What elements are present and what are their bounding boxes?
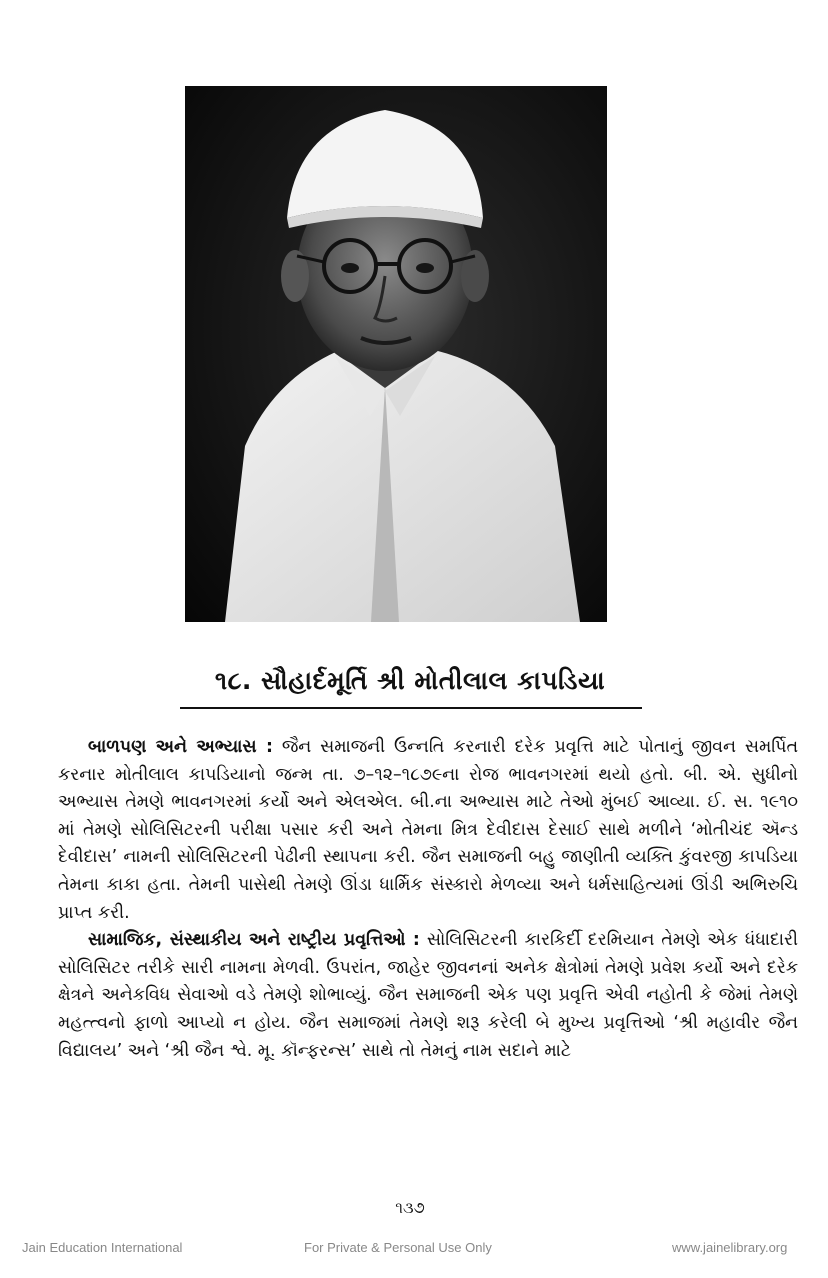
page-title: ૧૮. સૌહાર્દમૂર્તિ શ્રી મોતીલાલ કાપડિયા (214, 666, 606, 695)
title-underline (180, 707, 642, 709)
paragraph-text: સોલિસિટરની કારકિર્દી દરમિયાન તેમણે એક ધંધાદારી સોલિસિટર તરીકે સારી નામના મેળવી. ઉપરાંત, જાહેર જીવનનાં અનેક ક્ષેત્રોમાં તેમણે પ્રવેશ કર્યો અને દરેક ક્ષેત્રને અનેકવિધ સેવાઓ વડે તેમણે શોભાવ્યું. જૈન સમાજની એક પણ પ્રવૃત્તિ એવી નહોતી કે જેમાં તેમણે મહત્ત્વનો ફાળો આપ્યો ન હોય. જૈન સમાજમાં તેમણે શરૂ કરેલી બે મુખ્ય પ્રવૃત્તિઓ ‘શ્રી મહાવીર જૈન વિદ્યાલય’ અને ‘શ્રી જૈન શ્વે. મૂ. કૉન્ફરન્સ’ સાથે તો તેમનું નામ સદાને માટે (58, 930, 798, 1061)
footer-right: www.jainelibrary.org (672, 1240, 788, 1255)
paragraph-heading: સામાજિક, સંસ્થાકીય અને રાષ્ટ્રીય પ્રવૃત્તિઓ : (88, 930, 420, 951)
footer-left: Jain Education International (22, 1240, 183, 1255)
footer-middle: For Private & Personal Use Only (304, 1240, 492, 1255)
paragraph-activities (58, 927, 798, 1065)
portrait-photo (185, 86, 607, 622)
title-block (170, 664, 650, 698)
paragraph-childhood (58, 734, 798, 927)
paragraph-text: જૈન સમાજની ઉન્નતિ કરનારી દરેક પ્રવૃત્તિ માટે પોતાનું જીવન સમર્પિત કરનાર મોતીલાલ કાપડિયાનો જન્મ તા. ૭–૧૨–૧૮૭૯ના રોજ ભાવનગરમાં થયો હતો. બી. એ. સુધીનો અભ્યાસ તેમણે ભાવનગરમાં કર્યો અને એલએલ. બી.ના અભ્યાસ માટે તેઓ મુંબઈ આવ્યા. ઈ. સ. ૧૯૧૦ માં તેમણે સોલિસિટરની પરીક્ષા પસાર કરી અને તેમના મિત્ર દેવીદાસ દેસાઈ સાથે મળીને ‘મોતીચંદ ઍન્ડ દેવીદાસ’ નામની સોલિસિટરની પેઢીની સ્થાપના કરી. જૈન સમાજની બહુ જાણીતી વ્યક્તિ કુંવરજી કાપડિયા તેમના કાકા હતા. તેમની પાસેથી તેમણે ઊંડા ધાર્મિક સંસ્કારો મેળવ્યા અને ધર્મસાહિત્યમાં ઊંડી અભિરુચિ પ્રાપ્ત કરી. (58, 737, 798, 923)
page-number: ૧૩૭ (395, 1198, 425, 1217)
portrait-image (185, 86, 607, 622)
paragraph-heading: બાળપણ અને અભ્યાસ : (88, 737, 273, 757)
article-body (58, 734, 798, 1065)
